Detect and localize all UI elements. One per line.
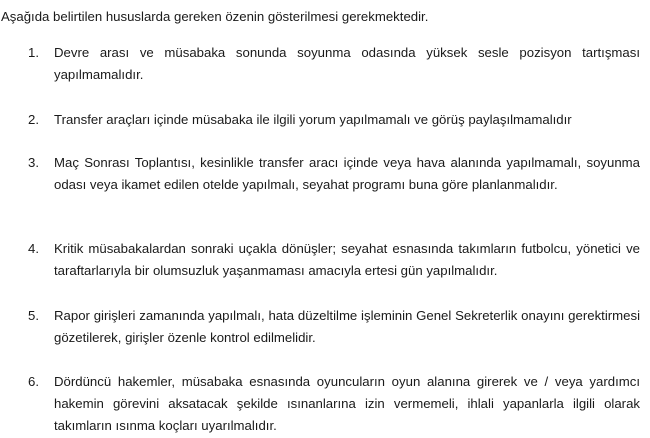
list-item-number: 5. (28, 308, 39, 323)
list-item-text: Maç Sonrası Toplantısı, kesinlikle transfer aracı içinde veya hava alanında yapılmamalı, soyunma odası veya ikamet edilen otelde yapılmalı, seyahat programı buna göre planlanmalıdır. (54, 155, 640, 192)
list-item-number: 4. (28, 241, 39, 256)
list-item-text: Kritik müsabakalardan sonraki uçakla dönüşler; seyahat esnasında takımların futbolcu, yönetici ve taraftarlarıyla bir olumsuzluk yaşanmaması amacıyla ertesi gün yapılmalıdır. (54, 241, 640, 278)
list-item-number: 6. (28, 374, 39, 389)
intro-text: Aşağıda belirtilen hususlarda gereken özenin gösterilmesi gerekmektedir. (1, 9, 429, 24)
list-item-number: 1. (28, 45, 39, 60)
list-item-text: Transfer araçları içinde müsabaka ile ilgili yorum yapılmamalı ve görüş paylaşılmamalıdır (54, 112, 572, 127)
list-item-text: Rapor girişleri zamanında yapılmalı, hata düzeltilme işleminin Genel Sekreterlik onayını gerektirmesi gözetilerek, girişler özenle kontrol edilmelidir. (54, 308, 640, 345)
list-item-number: 3. (28, 155, 39, 170)
list-item-text: Dördüncü hakemler, müsabaka esnasında oyuncuların oyun alanına girerek ve / veya yardımcı hakemin görevini aksatacak şekilde ısınanlarına izin vermemeli, ihlali yapanlarla ilgili olarak takımların ısınma koçları uyarılmalıdır. (54, 374, 640, 433)
list-item-number: 2. (28, 112, 39, 127)
list-item-text: Devre arası ve müsabaka sonunda soyunma odasında yüksek sesle pozisyon tartışması yapılmamalıdır. (54, 45, 640, 82)
